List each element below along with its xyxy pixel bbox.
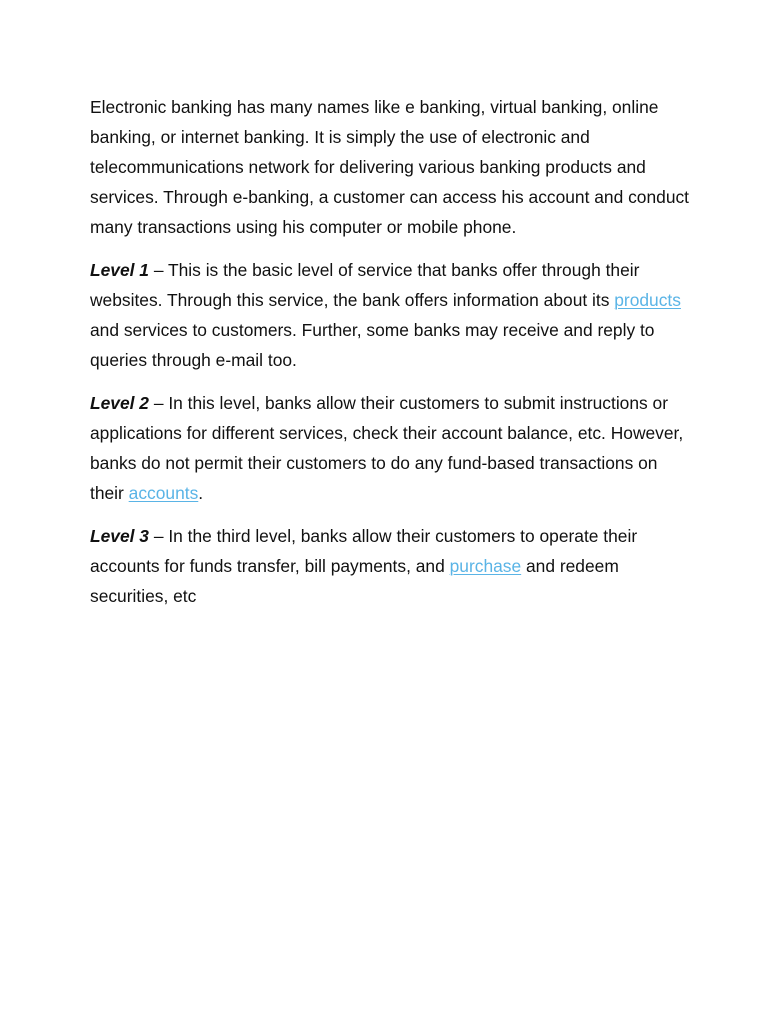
level-2-label: Level 2 <box>90 393 149 413</box>
level-3-text-after: and redeem securities, etc <box>90 556 619 606</box>
level-1-paragraph <box>90 255 690 375</box>
level-1-label: Level 1 <box>90 260 149 280</box>
level-3-label: Level 3 <box>90 526 149 546</box>
level-3-text-before: – In the third level, banks allow their customers to operate their accounts for funds transfer, bill payments, and <box>90 526 638 576</box>
intro-paragraph: Electronic banking has many names like e banking, virtual banking, online banking, or internet banking. It is simply the use of electronic and telecommunications network for delivering various banking products and services. Through e-banking, a customer can access his account and conduct many transactions using his computer or mobile phone. <box>90 97 690 237</box>
level-1-text-after: and services to customers. Further, some banks may receive and reply to queries through e-mail too. <box>90 320 655 370</box>
level-2-text-after: . <box>198 483 204 503</box>
level-1-text-before: – This is the basic level of service that banks offer through their websites. Through this service, the bank offers information about its <box>90 260 640 310</box>
purchase-link[interactable]: purchase <box>449 556 522 576</box>
level-3-paragraph <box>90 521 690 611</box>
level-2-text-before: – In this level, banks allow their customers to submit instructions or applications for different services, check their account balance, etc. However, banks do not permit their customers to do any fund-based transactions on their <box>90 393 684 503</box>
document-body <box>90 92 690 624</box>
level-2-paragraph <box>90 388 690 508</box>
accounts-link[interactable]: accounts <box>128 483 199 503</box>
products-link[interactable]: products <box>614 290 681 310</box>
